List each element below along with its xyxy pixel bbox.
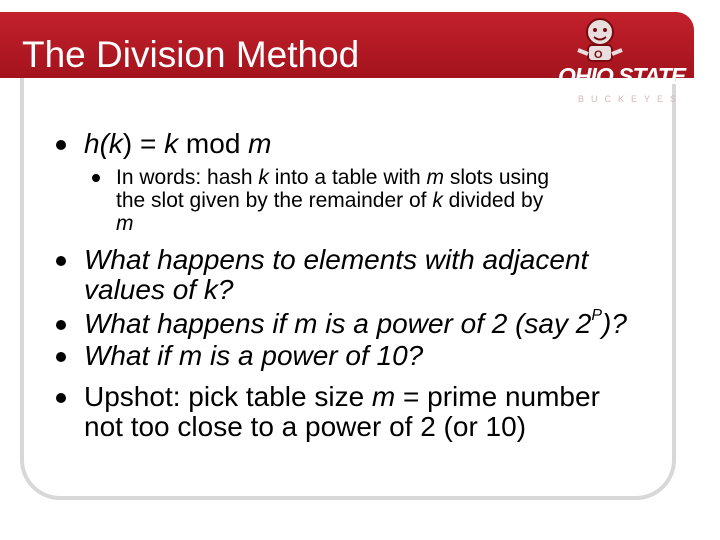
text: into a table with xyxy=(268,166,427,189)
bullet-dot xyxy=(56,352,66,362)
text: )? xyxy=(602,308,627,339)
text: = prime number xyxy=(395,381,600,412)
hash-fn-var: k xyxy=(108,128,123,159)
slide-title: The Division Method xyxy=(22,34,360,75)
bullet-hash-function xyxy=(84,128,272,160)
bullet-power-of-2 xyxy=(84,308,627,340)
var-m: m xyxy=(426,166,444,189)
bullet-dot xyxy=(56,140,66,150)
hash-fn-k: k xyxy=(164,128,179,159)
hash-fn-eq: ) = xyxy=(122,128,165,159)
ohio-state-logo xyxy=(548,14,686,104)
var-m: m xyxy=(371,381,396,412)
bullet-dot xyxy=(56,393,66,403)
text: In words: hash xyxy=(116,166,259,189)
text: slots using xyxy=(444,166,550,189)
svg-text:O: O xyxy=(594,49,603,61)
sub-bullet-line-2 xyxy=(116,189,543,212)
hash-fn-m: m xyxy=(248,128,272,159)
text: Upshot: pick table size xyxy=(84,381,372,412)
bullet-upshot-line-2: not too close to a power of 2 (or 10) xyxy=(84,411,527,442)
var-k: k xyxy=(258,166,269,189)
sub-bullet-line-1 xyxy=(116,166,549,189)
logo-wordmark: OHIO STATE xyxy=(558,63,686,89)
bullet-adjacent-line-1: What happens to elements with adjacent xyxy=(84,244,589,275)
bullet-upshot-line-1 xyxy=(84,381,600,413)
sub-bullet-dot xyxy=(92,174,100,182)
superscript: P xyxy=(591,307,603,324)
bullet-dot xyxy=(56,320,66,330)
sub-bullet-line-3: m xyxy=(116,212,134,235)
text: What happens if m is a power of 2 (say 2 xyxy=(84,308,592,339)
brutus-mascot-icon xyxy=(548,14,668,64)
logo-subtitle: BUCKEYES xyxy=(578,94,684,104)
text: divided by xyxy=(442,189,544,212)
text: the slot given by the remainder of xyxy=(116,189,433,212)
hash-fn-mod: mod xyxy=(178,128,249,159)
hash-fn-name: h( xyxy=(84,128,109,159)
bullet-dot xyxy=(56,256,66,266)
var-k: k xyxy=(432,189,443,212)
bullet-power-of-10: What if m is a power of 10? xyxy=(84,340,424,371)
bullet-adjacent-line-2: values of k? xyxy=(84,274,234,305)
